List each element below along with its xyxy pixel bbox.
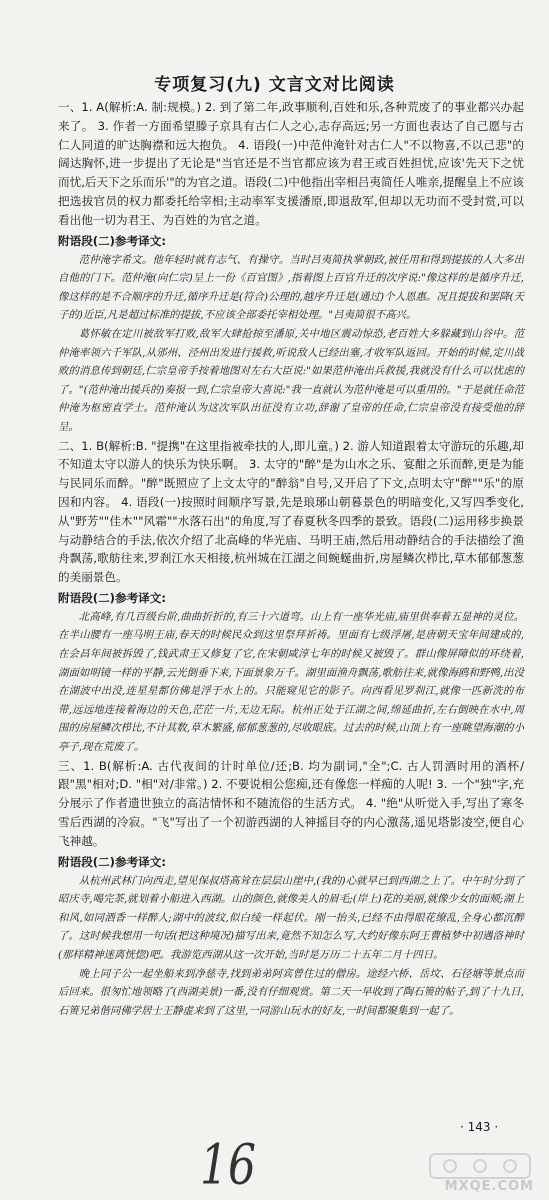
translation-heading-3: 附语段(二)参考译文:	[58, 854, 166, 869]
translation-paragraph: 从杭州武林门向西走,望见保叔塔高耸在层层山崖中,(我的)心就早已到西湖之上了。中午时分到了昭庆寺,喝完茶,就划着小船进入西湖。山的颜色,就像美人的眉毛;(岸上)花的美丽,就像少女的面颊;湖上和风,如同酒香一样醉人;湖中的波纹,似白绫一样起伏。刚一抬头,已经不由得眼花缭乱,全身心都沉醉了。这时候我想用一句话(把这种境况)描写出来,竟然不知怎么写,大约好像东阿王曹植梦中初遇洛神时(那样精神迷离恍惚)吧。我游览西湖从这一次开始,当时是万历二十五年二月十四日。	[58, 874, 524, 961]
translation-paragraph: 范仲淹字希文。他年轻时就有志气、有操守。当时吕夷简执掌朝政,被任用和得到提拔的人大多出自他的门下。范仲淹(向仁宗)呈上一份《百官图》,指着图上百官升迁的次序说:"像这样的是循序升迁,像这样的是不合顺序的升迁,循序升迁是(符合)公理的,越序升迁是(通过)个人恩惠。况且提拔和罢降(天子的)近臣,凡是超过标准的提拔,不应该全部委托宰相处理。"吕夷简很不高兴。	[58, 253, 524, 322]
watermark	[420, 1150, 540, 1196]
answer-section-1: 一、1. A(解析:A. 制:规模。) 2. 到了第二年,政事顺利,百姓和乐,各种荒废了的事业都兴办起来了。 3. 作者一方面希望滕子京具有古仁人之心,志存高远;另一方面也表达了自己愿与古仁人同道的旷达胸襟和远大抱负。 4. 语段(一)中范仲淹针对古仁人"不以物喜,不以己悲"的阔达胸怀,进一步提出了无论是"当官还是不当官都应该为君王或百姓担忧,应该'先天下之忧而忧,后天下之乐而乐'"的为官之道。语段(二)中他指出宰相吕夷简任人唯亲,提醒皇上不应该把选拔官员的权力都委托给宰相;主动率军支援潘原,即退敌军,但却以无功而不受封赏,可以看出他一切为君王、为百姓的为官之道。	[58, 100, 524, 227]
translation-paragraph: 晚上同子公一起坐船来到净慈寺,找到弟弟阿宾曾住过的僧房。途经六桥、岳坟、石径塘等景点而后回来。很匆忙地领略了(西湖美景)一番,没有仔细观赏。第二天一早收到了陶石篑的帖子,到了十九日,石篑兄弟偕同佛学居士王静虚来到了这里,一同游山玩水的好友,一时间都聚集到一起了。	[58, 967, 524, 1017]
handwritten-mark: 16	[200, 1133, 256, 1198]
translation-paragraph: 葛怀敏在定川被敌军打败,敌军大肆抢掠至潘原,关中地区震动惊恐,老百姓大多躲藏到山谷中。范仲淹率领六千军队,从邠州、泾州出发进行援救,听说敌人已经出塞,才收军队返回。开始的时候,定川战败的消息传到朝廷,仁宗皇帝手按着地图对左右大臣说:"如果范仲淹出兵救援,我就没有什么可以忧虑的了。"(范仲淹出援兵的)奏报一到,仁宗皇帝大喜说:"我一直就认为范仲淹是可以重用的。"于是就任命范仲淹为枢密直学士。范仲淹认为这次军队出征没有立功,辞谢了皇帝的任命,仁宗皇帝没有接受他的辞呈。	[58, 327, 524, 433]
translation-paragraph: 北高峰,有几百级台阶,曲曲折折的,有三十六道弯。山上有一座华光庙,庙里供奉着五显神的灵位。在半山腰有一座马明王庙,春天的时候民众到这里祭拜祈祷。里面有七级浮屠,是唐朝天宝年间建成的,在会昌年间被拆毁了,钱武肃王又修复了它,在宋朝咸淳七年的时候又被毁了。群山像屏障似的环绕着,湖面如明镜一样的平静,云光倒垂下来,下面景象万千。湖里面渔舟飘荡,歌舫往来,就像海鸥和野鸭,出没在湖波中出没,连星星都仿佛是浮于水上的。只能窥见它的影子。向西看见罗刹江,就像一匹新洗的布带,远远地连接着海边的天色,茫茫一片,无边无际。杭州正处于江湖之间,绵延曲折,左右倒映在水中,周围的房屋鳞次栉比,不计其数,草木繁盛,郁郁葱葱的,尽收眼底。过去的时候,山顶上有一座眺望海潮的小亭子,现在荒废了。	[58, 610, 524, 754]
page-title: 专项复习(九) 文言文对比阅读	[154, 75, 395, 95]
translation-heading-1: 附语段(二)参考译文:	[58, 233, 166, 248]
answer-section-2: 二、1. B(解析:B. "提携"在这里指被牵扶的人,即儿童。) 2. 游人知道跟着太守游玩的乐趣,却不知道太守以游人的快乐为快乐啊。 3. 太守的"醉"是为山水之乐、宴酣之乐而醉,更是为能与民同乐而醉。"醉"既照应了上文太守的"醉翁"自号,又开启了下文,点明太守"醉""乐"的原因和内容。 4. 语段(一)按照时间顺序写景,先是琅琊山朝暮景色的明暗变化,又写四季变化,从"野芳""佳木""风霜""水落石出"的角度,写了春夏秋冬四季的景致。语段(二)运用移步换景与动静结合的手法,依次介绍了北高峰的华光庙、马明王庙,然后用动静结合的手法描绘了渔舟飘荡,歌舫往来,罗刹江水天相接,杭州城在江湖之间蜿蜒曲折,房屋鳞次栉比,草木郁郁葱葱的美丽景色。	[58, 438, 524, 585]
watermark-text: MXQE.COM	[444, 1179, 534, 1194]
page-number: · 143 ·	[460, 1120, 499, 1134]
content	[58, 98, 524, 1020]
translation-heading-2: 附语段(二)参考译文:	[58, 590, 166, 605]
answer-section-3: 三、1. B(解析:A. 古代夜间的计时单位/还;B. 均为副词,"全";C. 古人罚酒时用的酒杯/跟"黑"相对;D. "相"对/非常。) 2. 不要说相公您痴,还有像您一样痴的人呢! 3. 一个"独"字,充分展示了作者遗世独立的高洁情怀和不随流俗的生活方式。 4. "绝"从听觉入手,写出了寒冬雪后西湖的冷寂。"飞"写出了一个初游西湖的人神摇目夺的内心激荡,遥见塔影凌空,便自心飞神越。	[58, 758, 524, 848]
